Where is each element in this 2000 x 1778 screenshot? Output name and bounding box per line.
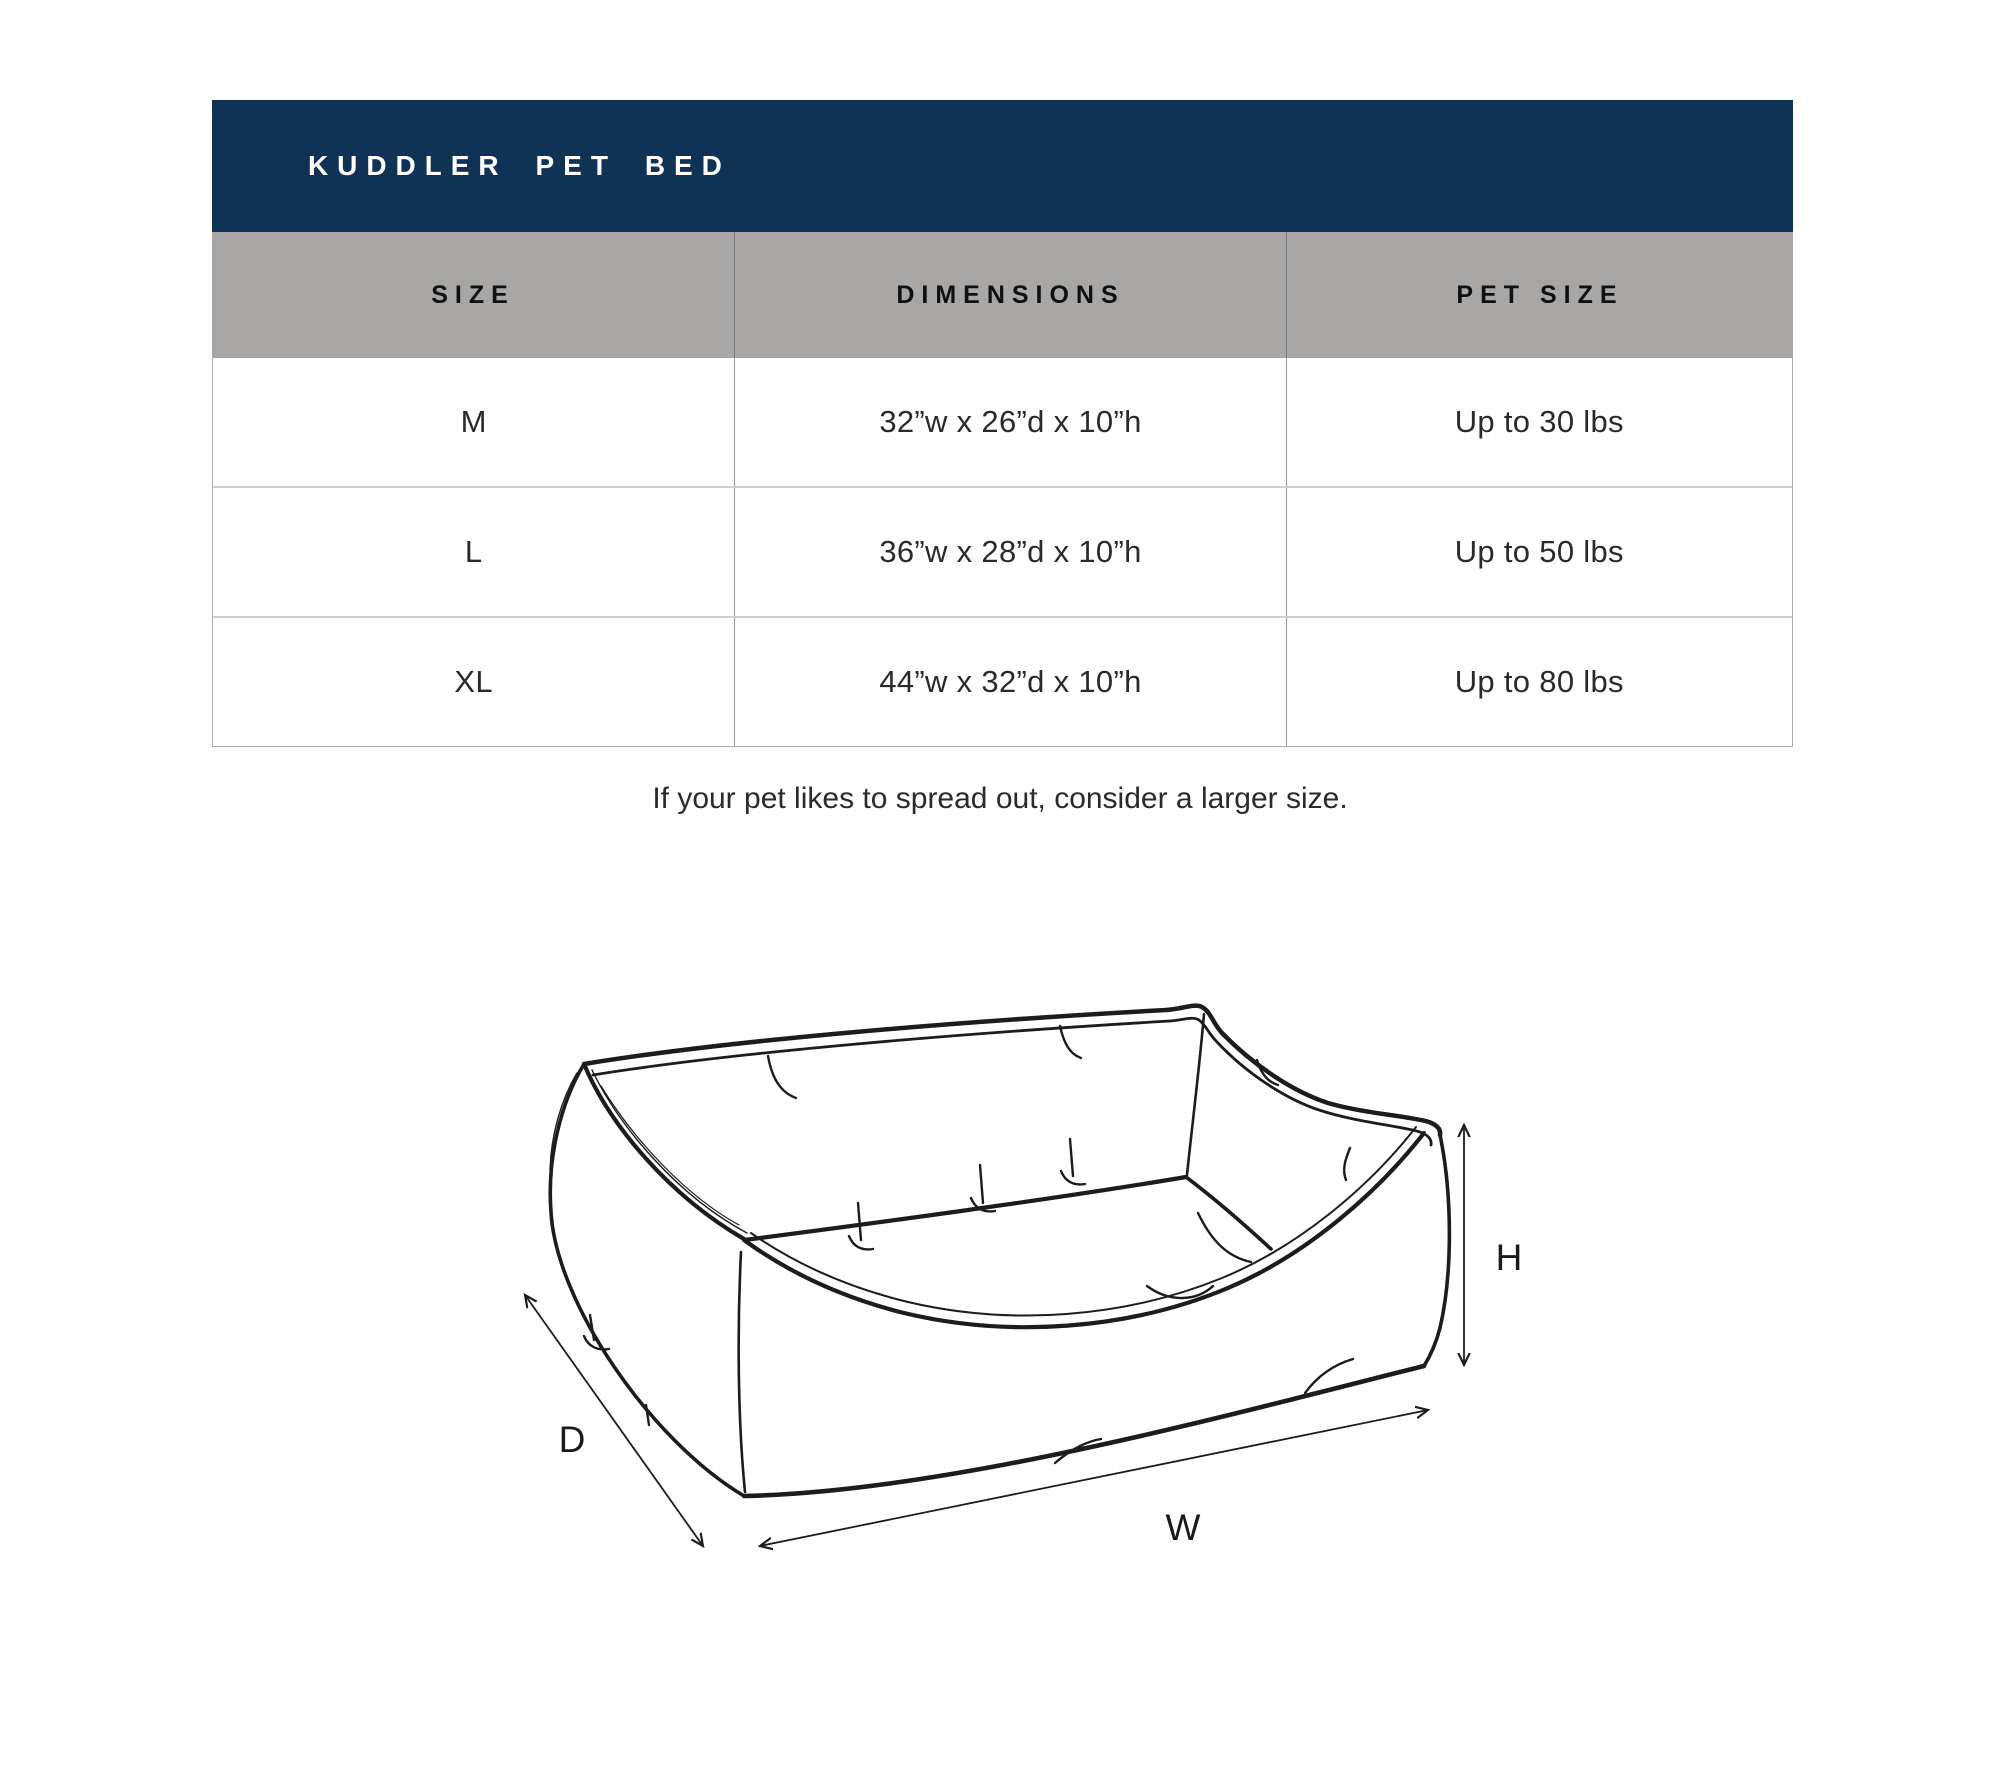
scoop-lip-outer bbox=[744, 1133, 1424, 1327]
pet-bed-sketch bbox=[550, 1006, 1449, 1496]
column-header-dimensions: DIMENSIONS bbox=[734, 232, 1286, 358]
table-body bbox=[212, 358, 1793, 747]
left-wall-echo-line bbox=[601, 1086, 739, 1225]
cell-dimensions: 36”w x 28”d x 10”h bbox=[734, 488, 1285, 616]
seat-front-edge bbox=[744, 1177, 1186, 1240]
front-left-seam bbox=[739, 1252, 745, 1492]
table-title-bar bbox=[212, 100, 1793, 232]
sizing-note: If your pet likes to spread out, consider a larger size. bbox=[652, 782, 1348, 815]
column-header-size: SIZE bbox=[431, 280, 515, 309]
cell-dimensions: 44”w x 32”d x 10”h bbox=[734, 618, 1285, 746]
cell-size: M bbox=[460, 404, 487, 439]
rim-outer-line bbox=[584, 1006, 1440, 1135]
table-header-row bbox=[212, 232, 1793, 358]
table-title: KUDDLER PET BED bbox=[308, 150, 731, 181]
depth-arrow bbox=[525, 1295, 703, 1546]
back-right-corner-seam bbox=[1187, 1014, 1204, 1175]
fabric-wrinkle-strokes bbox=[584, 1026, 1353, 1463]
column-header-pet-size: PET SIZE bbox=[1286, 232, 1793, 358]
size-chart-table bbox=[212, 100, 1793, 747]
cell-dimensions: 32”w x 26”d x 10”h bbox=[734, 358, 1285, 486]
table-row-m bbox=[213, 358, 1792, 486]
cell-pet-size: Up to 30 lbs bbox=[1286, 358, 1792, 486]
cell-pet-size: Up to 50 lbs bbox=[1286, 488, 1792, 616]
scoop-lip-inner bbox=[751, 1127, 1416, 1316]
table-row-l bbox=[213, 486, 1792, 616]
left-wall-inner-edge bbox=[584, 1064, 744, 1239]
dimension-arrows bbox=[525, 1125, 1464, 1546]
height-label: H bbox=[1495, 1237, 1523, 1278]
right-outer-edge bbox=[1424, 1135, 1449, 1366]
depth-label: D bbox=[558, 1419, 586, 1460]
width-arrow bbox=[760, 1410, 1428, 1546]
table-row-xl bbox=[213, 616, 1792, 746]
width-label: W bbox=[1165, 1507, 1201, 1548]
cell-size: XL bbox=[454, 664, 493, 699]
pet-bed-dimension-diagram bbox=[480, 940, 1560, 1620]
cell-size: L bbox=[464, 534, 483, 569]
left-wall-echo-line bbox=[592, 1070, 747, 1233]
rim-inner-line bbox=[593, 1018, 1431, 1145]
cell-pet-size: Up to 80 lbs bbox=[1286, 618, 1792, 746]
